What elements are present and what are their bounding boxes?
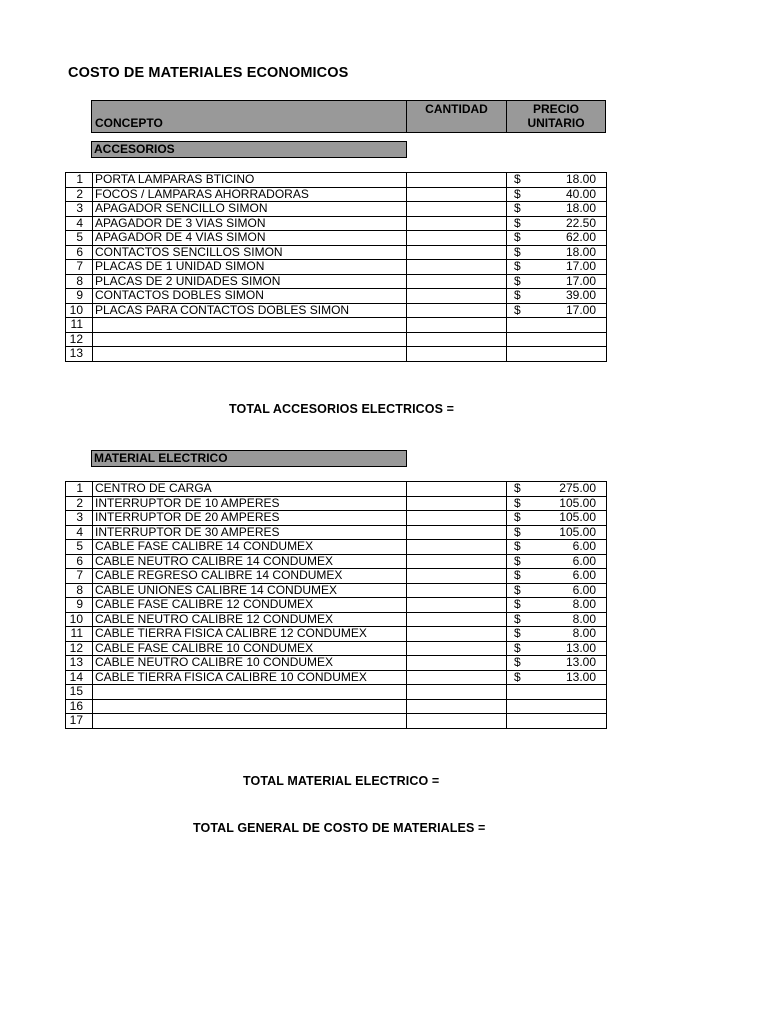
- cantidad-cell[interactable]: [407, 583, 507, 598]
- concepto-cell[interactable]: CABLE NEUTRO CALIBRE 12 CONDUMEX: [93, 612, 407, 627]
- currency-symbol: $: [514, 597, 521, 611]
- precio-amount: 13.00: [565, 670, 596, 684]
- table-material-electrico: [65, 481, 607, 729]
- row-number: 17: [66, 714, 93, 729]
- precio-amount: 18.00: [565, 172, 596, 186]
- precio-amount: 62.00: [565, 230, 596, 244]
- table-row: [66, 274, 607, 289]
- precio-cell[interactable]: [507, 540, 607, 555]
- currency-symbol: $: [514, 216, 521, 230]
- precio-cell[interactable]: [507, 714, 607, 729]
- table-row: [66, 260, 607, 275]
- currency-symbol: $: [514, 187, 521, 201]
- precio-cell[interactable]: [507, 347, 607, 362]
- precio-cell[interactable]: [507, 496, 607, 511]
- precio-cell[interactable]: [507, 656, 607, 671]
- total-accesorios-label: TOTAL ACCESORIOS ELECTRICOS =: [229, 402, 455, 416]
- table-row: [66, 187, 607, 202]
- page-title: COSTO DE MATERIALES ECONOMICOS: [68, 65, 349, 81]
- row-number: 15: [66, 685, 93, 700]
- cantidad-cell[interactable]: [407, 231, 507, 246]
- currency-symbol: $: [514, 245, 521, 259]
- precio-amount: 22.50: [565, 216, 596, 230]
- table-row: [66, 347, 607, 362]
- cantidad-cell[interactable]: [407, 303, 507, 318]
- table-row: [66, 714, 607, 729]
- currency-symbol: $: [514, 568, 521, 582]
- table-row: [66, 496, 607, 511]
- precio-amount: 17.00: [565, 274, 596, 288]
- header-cantidad: [406, 100, 507, 133]
- cantidad-cell[interactable]: [407, 202, 507, 217]
- cantidad-cell[interactable]: [407, 525, 507, 540]
- concepto-cell[interactable]: INTERRUPTOR DE 20 AMPERES: [93, 511, 407, 526]
- cantidad-cell[interactable]: [407, 641, 507, 656]
- row-number: 16: [66, 699, 93, 714]
- table-row: [66, 303, 607, 318]
- cantidad-cell[interactable]: [407, 699, 507, 714]
- table-row: [66, 641, 607, 656]
- precio-amount: 18.00: [565, 201, 596, 215]
- cantidad-cell[interactable]: [407, 511, 507, 526]
- concepto-cell[interactable]: CONTACTOS DOBLES SIMON: [93, 289, 407, 304]
- table-row: [66, 511, 607, 526]
- table-accesorios: [65, 172, 607, 362]
- row-number: 5: [66, 540, 93, 555]
- row-number: 13: [66, 656, 93, 671]
- concepto-cell[interactable]: CABLE TIERRA FISICA CALIBRE 10 CONDUMEX: [93, 670, 407, 685]
- table-row: [66, 245, 607, 260]
- concepto-cell[interactable]: CENTRO DE CARGA: [93, 482, 407, 497]
- table-row: [66, 685, 607, 700]
- cantidad-cell[interactable]: [407, 612, 507, 627]
- precio-cell[interactable]: [507, 173, 607, 188]
- row-number: 11: [66, 627, 93, 642]
- precio-cell[interactable]: [507, 216, 607, 231]
- table-row: [66, 554, 607, 569]
- currency-symbol: $: [514, 525, 521, 539]
- header-precio-unitario: [506, 100, 606, 133]
- row-number: 4: [66, 216, 93, 231]
- concepto-cell[interactable]: CONTACTOS SENCILLOS SIMON: [93, 245, 407, 260]
- row-number: 10: [66, 612, 93, 627]
- cantidad-cell[interactable]: [407, 260, 507, 275]
- row-number: 12: [66, 332, 93, 347]
- row-number: 6: [66, 245, 93, 260]
- precio-amount: 8.00: [572, 612, 596, 626]
- precio-amount: 8.00: [572, 626, 596, 640]
- concepto-cell[interactable]: [93, 699, 407, 714]
- concepto-cell[interactable]: INTERRUPTOR DE 10 AMPERES: [93, 496, 407, 511]
- cantidad-cell[interactable]: [407, 274, 507, 289]
- currency-symbol: $: [514, 172, 521, 186]
- precio-amount: 275.00: [559, 481, 596, 495]
- cantidad-cell[interactable]: [407, 569, 507, 584]
- currency-symbol: $: [514, 612, 521, 626]
- cantidad-cell[interactable]: [407, 598, 507, 613]
- cantidad-cell[interactable]: [407, 496, 507, 511]
- precio-cell[interactable]: [507, 274, 607, 289]
- currency-symbol: $: [514, 259, 521, 273]
- total-material-electrico-label: TOTAL MATERIAL ELECTRICO =: [243, 774, 440, 788]
- currency-symbol: $: [514, 626, 521, 640]
- concepto-cell[interactable]: CABLE TIERRA FISICA CALIBRE 12 CONDUMEX: [93, 627, 407, 642]
- cantidad-cell[interactable]: [407, 627, 507, 642]
- concepto-cell[interactable]: APAGADOR DE 3 VIAS SIMON: [93, 216, 407, 231]
- row-number: 7: [66, 569, 93, 584]
- concepto-cell[interactable]: CABLE NEUTRO CALIBRE 14 CONDUMEX: [93, 554, 407, 569]
- table-row: [66, 482, 607, 497]
- cantidad-cell[interactable]: [407, 216, 507, 231]
- currency-symbol: $: [514, 230, 521, 244]
- precio-cell[interactable]: [507, 289, 607, 304]
- row-number: 8: [66, 274, 93, 289]
- row-number: 1: [66, 173, 93, 188]
- precio-cell[interactable]: [507, 245, 607, 260]
- row-number: 14: [66, 670, 93, 685]
- currency-symbol: $: [514, 510, 521, 524]
- table-row: [66, 318, 607, 333]
- precio-amount: 39.00: [565, 288, 596, 302]
- table-row: [66, 612, 607, 627]
- concepto-cell[interactable]: CABLE NEUTRO CALIBRE 10 CONDUMEX: [93, 656, 407, 671]
- precio-amount: 13.00: [565, 655, 596, 669]
- concepto-cell[interactable]: APAGADOR SENCILLO SIMON: [93, 202, 407, 217]
- concepto-cell[interactable]: [93, 332, 407, 347]
- currency-symbol: $: [514, 539, 521, 553]
- row-number: 2: [66, 187, 93, 202]
- precio-cell[interactable]: [507, 260, 607, 275]
- currency-symbol: $: [514, 554, 521, 568]
- cantidad-cell[interactable]: [407, 714, 507, 729]
- header-cantidad-label: CANTIDAD: [425, 102, 488, 116]
- concepto-cell[interactable]: [93, 318, 407, 333]
- currency-symbol: $: [514, 201, 521, 215]
- precio-cell[interactable]: [507, 202, 607, 217]
- cantidad-cell[interactable]: [407, 187, 507, 202]
- cantidad-cell[interactable]: [407, 173, 507, 188]
- table-row: [66, 525, 607, 540]
- precio-amount: 6.00: [572, 568, 596, 582]
- precio-cell[interactable]: [507, 598, 607, 613]
- row-number: 12: [66, 641, 93, 656]
- row-number: 5: [66, 231, 93, 246]
- row-number: 3: [66, 202, 93, 217]
- table-row: [66, 289, 607, 304]
- cantidad-cell[interactable]: [407, 540, 507, 555]
- precio-cell[interactable]: [507, 670, 607, 685]
- precio-cell[interactable]: [507, 231, 607, 246]
- cantidad-cell[interactable]: [407, 245, 507, 260]
- precio-cell[interactable]: [507, 685, 607, 700]
- table-row: [66, 598, 607, 613]
- cantidad-cell[interactable]: [407, 347, 507, 362]
- table-row: [66, 569, 607, 584]
- precio-amount: 17.00: [565, 303, 596, 317]
- table-row: [66, 583, 607, 598]
- precio-amount: 6.00: [572, 554, 596, 568]
- precio-amount: 40.00: [565, 187, 596, 201]
- section-title-accesorios: ACCESORIOS: [91, 141, 407, 158]
- concepto-cell[interactable]: CABLE FASE CALIBRE 10 CONDUMEX: [93, 641, 407, 656]
- precio-amount: 105.00: [559, 510, 596, 524]
- precio-cell[interactable]: [507, 583, 607, 598]
- precio-cell[interactable]: [507, 318, 607, 333]
- currency-symbol: $: [514, 303, 521, 317]
- currency-symbol: $: [514, 641, 521, 655]
- grand-total-label: TOTAL GENERAL DE COSTO DE MATERIALES =: [193, 821, 486, 835]
- concepto-cell[interactable]: INTERRUPTOR DE 30 AMPERES: [93, 525, 407, 540]
- table-row: [66, 332, 607, 347]
- precio-cell[interactable]: [507, 187, 607, 202]
- section-title-material-electrico: MATERIAL ELECTRICO: [91, 450, 407, 467]
- concepto-cell[interactable]: CABLE FASE CALIBRE 12 CONDUMEX: [93, 598, 407, 613]
- header-precio-label: [507, 102, 605, 130]
- concepto-cell[interactable]: PLACAS PARA CONTACTOS DOBLES SIMON: [93, 303, 407, 318]
- header-precio-line1: PRECIO: [532, 102, 579, 116]
- table-row: [66, 699, 607, 714]
- concepto-cell[interactable]: [93, 685, 407, 700]
- row-number: 2: [66, 496, 93, 511]
- cantidad-cell[interactable]: [407, 656, 507, 671]
- row-number: 7: [66, 260, 93, 275]
- currency-symbol: $: [514, 655, 521, 669]
- table-row: [66, 627, 607, 642]
- table-row: [66, 670, 607, 685]
- precio-amount: 6.00: [572, 539, 596, 553]
- precio-cell[interactable]: [507, 525, 607, 540]
- table-row: [66, 216, 607, 231]
- concepto-cell[interactable]: PORTA LAMPARAS BTICINO: [93, 173, 407, 188]
- cantidad-cell[interactable]: [407, 685, 507, 700]
- precio-cell[interactable]: [507, 627, 607, 642]
- precio-cell[interactable]: [507, 554, 607, 569]
- row-number: 8: [66, 583, 93, 598]
- cantidad-cell[interactable]: [407, 482, 507, 497]
- precio-cell[interactable]: [507, 641, 607, 656]
- precio-cell[interactable]: [507, 511, 607, 526]
- concepto-cell[interactable]: CABLE FASE CALIBRE 14 CONDUMEX: [93, 540, 407, 555]
- header-concepto-label: CONCEPTO: [95, 116, 163, 130]
- precio-amount: 105.00: [559, 496, 596, 510]
- precio-amount: 105.00: [559, 525, 596, 539]
- currency-symbol: $: [514, 583, 521, 597]
- table-row: [66, 231, 607, 246]
- cantidad-cell[interactable]: [407, 318, 507, 333]
- concepto-cell[interactable]: [93, 714, 407, 729]
- currency-symbol: $: [514, 274, 521, 288]
- table-material-electrico-body: [66, 482, 607, 729]
- table-row: [66, 540, 607, 555]
- concepto-cell[interactable]: APAGADOR DE 4 VIAS SIMON: [93, 231, 407, 246]
- precio-cell[interactable]: [507, 482, 607, 497]
- row-number: 10: [66, 303, 93, 318]
- table-row: [66, 173, 607, 188]
- precio-amount: 13.00: [565, 641, 596, 655]
- row-number: 4: [66, 525, 93, 540]
- precio-amount: 17.00: [565, 259, 596, 273]
- cantidad-cell[interactable]: [407, 332, 507, 347]
- currency-symbol: $: [514, 670, 521, 684]
- currency-symbol: $: [514, 496, 521, 510]
- row-number: 1: [66, 482, 93, 497]
- row-number: 9: [66, 289, 93, 304]
- row-number: 11: [66, 318, 93, 333]
- precio-amount: 6.00: [572, 583, 596, 597]
- concepto-cell[interactable]: PLACAS DE 2 UNIDADES SIMON: [93, 274, 407, 289]
- header-precio-line2: UNITARIO: [527, 116, 585, 130]
- row-number: 13: [66, 347, 93, 362]
- row-number: 9: [66, 598, 93, 613]
- precio-amount: 18.00: [565, 245, 596, 259]
- concepto-cell[interactable]: PLACAS DE 1 UNIDAD SIMON: [93, 260, 407, 275]
- currency-symbol: $: [514, 481, 521, 495]
- table-row: [66, 202, 607, 217]
- concepto-cell[interactable]: CABLE UNIONES CALIBRE 14 CONDUMEX: [93, 583, 407, 598]
- currency-symbol: $: [514, 288, 521, 302]
- table-accesorios-body: [66, 173, 607, 362]
- precio-cell[interactable]: [507, 332, 607, 347]
- cantidad-cell[interactable]: [407, 670, 507, 685]
- precio-cell[interactable]: [507, 303, 607, 318]
- row-number: 6: [66, 554, 93, 569]
- precio-cell[interactable]: [507, 569, 607, 584]
- cantidad-cell[interactable]: [407, 289, 507, 304]
- table-row: [66, 656, 607, 671]
- precio-amount: 8.00: [572, 597, 596, 611]
- concepto-cell[interactable]: FOCOS / LAMPARAS AHORRADORAS: [93, 187, 407, 202]
- cantidad-cell[interactable]: [407, 554, 507, 569]
- row-number: 3: [66, 511, 93, 526]
- header-concepto: [91, 100, 407, 133]
- precio-cell[interactable]: [507, 612, 607, 627]
- precio-cell[interactable]: [507, 699, 607, 714]
- concepto-cell[interactable]: [93, 347, 407, 362]
- concepto-cell[interactable]: CABLE REGRESO CALIBRE 14 CONDUMEX: [93, 569, 407, 584]
